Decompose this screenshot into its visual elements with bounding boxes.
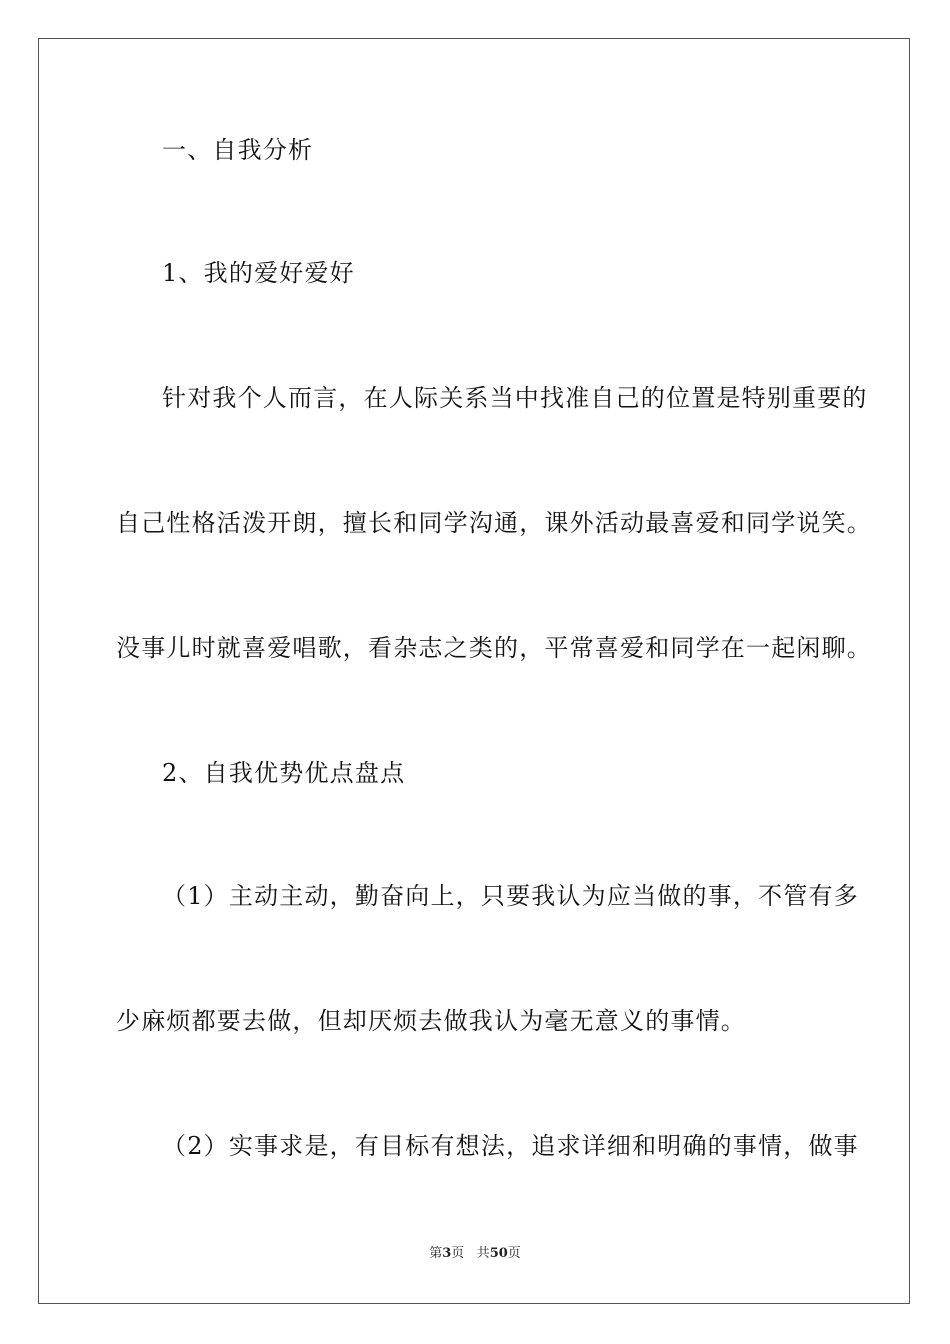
page-label-prefix: 第 — [429, 1246, 443, 1261]
page-label-suffix: 页 — [451, 1246, 465, 1261]
total-pages: 50 — [489, 1246, 508, 1261]
paragraph-line: 自己性格活泼开朗，擅长和同学沟通，课外活动最喜爱和同学说笑。 — [116, 509, 872, 537]
paragraph-line: （1）主动主动，勤奋向上，只要我认为应当做的事，不管有多 — [162, 882, 859, 910]
total-label-prefix: 共 — [476, 1246, 490, 1261]
page-number: 3 — [442, 1246, 452, 1261]
subheading-hobbies: 1、我的爱好爱好 — [162, 259, 355, 287]
paragraph-line: 少麻烦都要去做，但却厌烦去做我认为毫无意义的事情。 — [116, 1007, 746, 1035]
subheading-strengths: 2、自我优势优点盘点 — [162, 759, 406, 787]
page-border — [38, 38, 910, 1304]
page-footer — [0, 1246, 950, 1262]
paragraph-line: 针对我个人而言，在人际关系当中找准自己的位置是特别重要的 — [162, 384, 868, 412]
heading-self-analysis: 一、自我分析 — [162, 136, 314, 164]
total-label-suffix: 页 — [507, 1246, 521, 1261]
paragraph-line: （2）实事求是，有目标有想法，追求详细和明确的事情，做事 — [162, 1132, 859, 1160]
paragraph-line: 没事儿时就喜爱唱歌，看杂志之类的，平常喜爱和同学在一起闲聊。 — [116, 634, 872, 662]
